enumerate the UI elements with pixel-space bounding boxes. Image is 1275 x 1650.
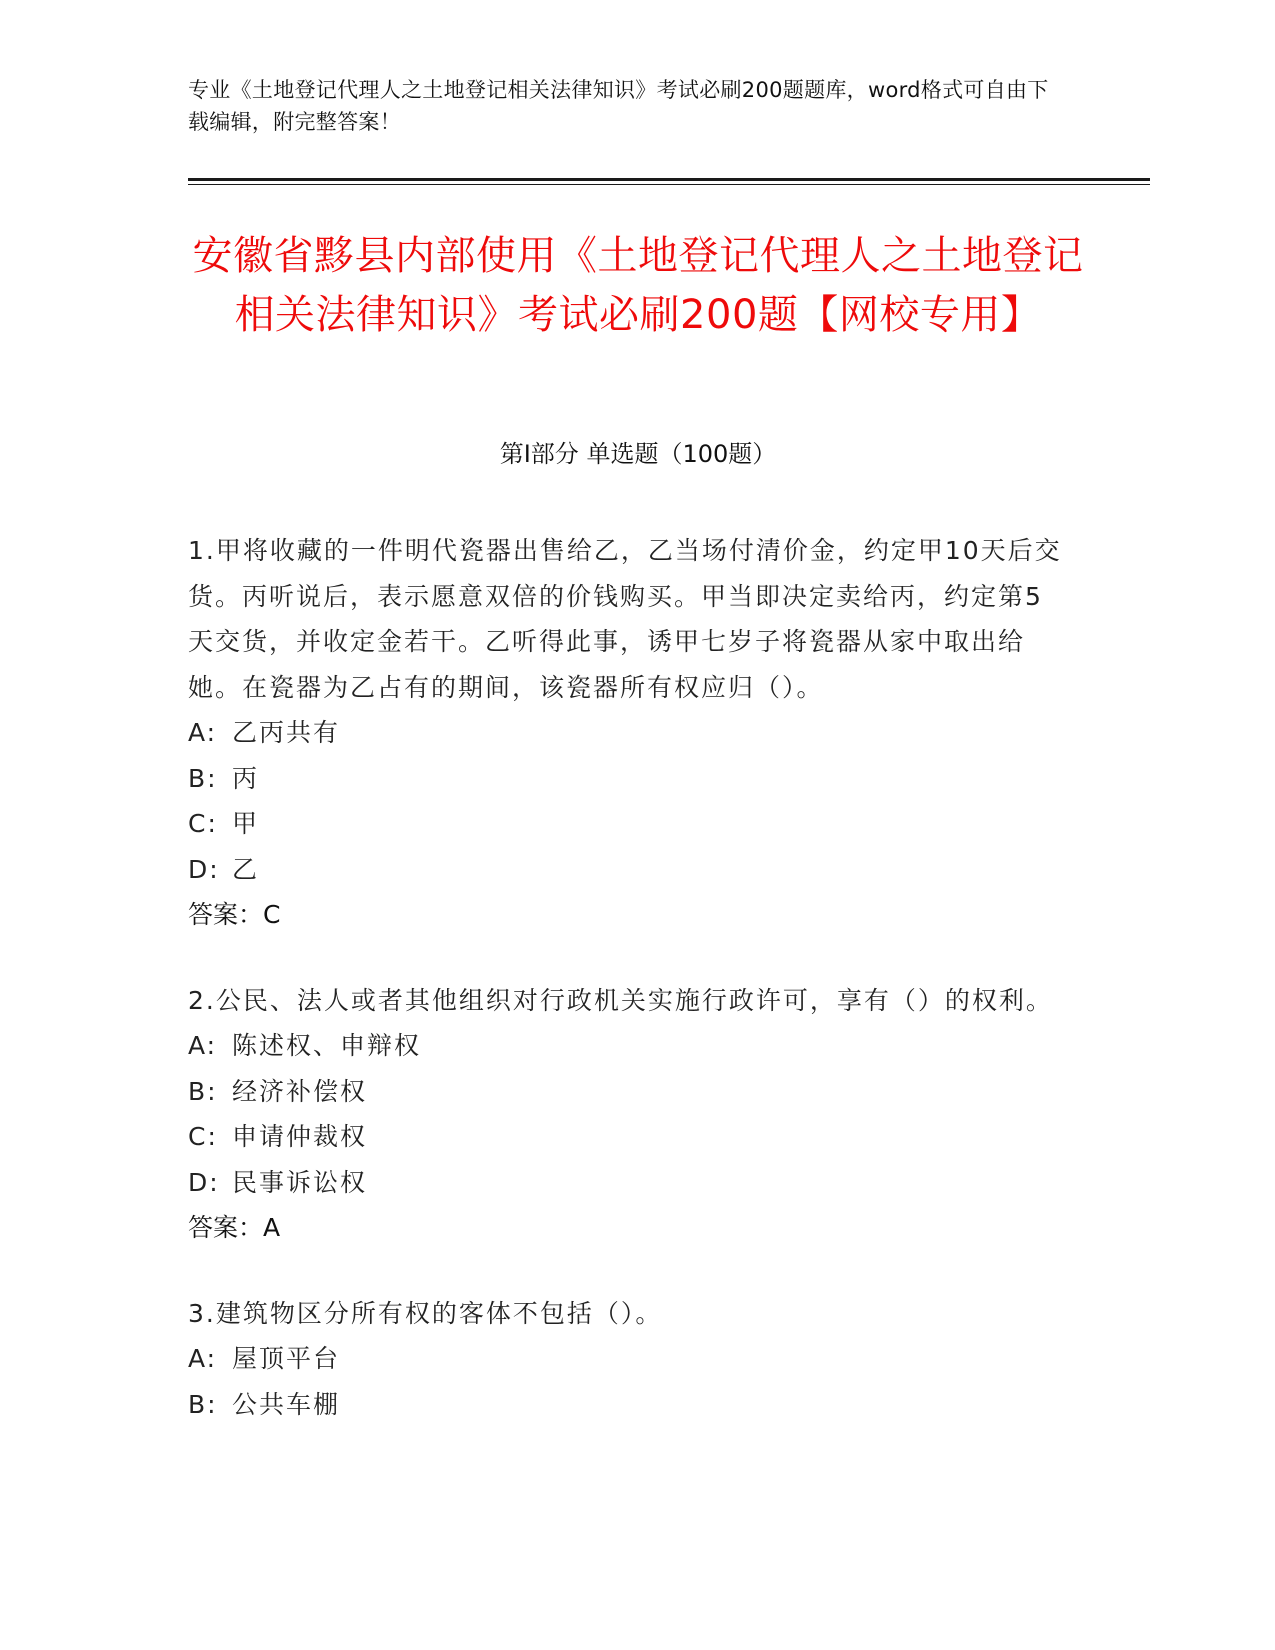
question-1 bbox=[188, 528, 1068, 938]
answer-line bbox=[188, 892, 1068, 938]
answer-value: A bbox=[263, 1213, 281, 1242]
option-letter: A: bbox=[188, 1344, 218, 1373]
option-letter: B: bbox=[188, 763, 218, 793]
option-text: 乙 bbox=[232, 854, 260, 884]
answer-label: 答案： bbox=[188, 900, 264, 929]
question-stem: 3.建筑物区分所有权的客体不包括（）。 bbox=[188, 1298, 663, 1328]
option-text: 陈述权、申辩权 bbox=[232, 1031, 422, 1060]
section-heading: 第Ⅰ部分 单选题（100题） bbox=[499, 440, 777, 468]
answer-line bbox=[188, 1205, 1068, 1251]
option-letter: A: bbox=[188, 1031, 218, 1060]
option-letter: B: bbox=[188, 1076, 218, 1106]
option-d bbox=[188, 847, 1068, 893]
option-text: 经济补偿权 bbox=[232, 1076, 368, 1106]
option-b bbox=[188, 756, 1068, 802]
option-b bbox=[188, 1069, 1068, 1115]
option-text: 丙 bbox=[232, 763, 260, 793]
question-stem: 1.甲将收藏的一件明代瓷器出售给乙，乙当场付清价金，约定甲10天后交货。丙听说后，表示愿意双倍的价钱购买。甲当即决定卖给丙，约定第5天交货，并收定金若干。乙听得此事，诱甲七岁子将瓷器从家中取出给她。在瓷器为乙占有的期间，该瓷器所有权应归（）。 bbox=[188, 536, 1062, 702]
option-letter: D: bbox=[188, 1167, 220, 1197]
option-letter: B: bbox=[188, 1389, 218, 1419]
option-b bbox=[188, 1382, 1068, 1428]
option-a bbox=[188, 710, 1068, 756]
question-3 bbox=[188, 1291, 1068, 1428]
option-text: 公共车棚 bbox=[232, 1389, 341, 1419]
option-letter: A: bbox=[188, 718, 218, 747]
question-list bbox=[188, 528, 1068, 1467]
option-text: 申请仲裁权 bbox=[232, 1122, 368, 1151]
document-title: 安徽省黟县内部使用《土地登记代理人之土地登记相关法律知识》考试必刷200题【网校专用】 bbox=[192, 233, 1084, 338]
option-text: 乙丙共有 bbox=[232, 718, 341, 747]
option-c bbox=[188, 1114, 1068, 1160]
question-stem: 2.公民、法人或者其他组织对行政机关实施行政许可，享有（）的权利。 bbox=[188, 985, 1053, 1015]
answer-value: C bbox=[263, 900, 281, 929]
option-c bbox=[188, 801, 1068, 847]
option-letter: D: bbox=[188, 854, 220, 884]
option-text: 屋顶平台 bbox=[232, 1344, 341, 1373]
option-d bbox=[188, 1160, 1068, 1206]
option-text: 甲 bbox=[232, 809, 260, 838]
answer-label: 答案： bbox=[188, 1213, 264, 1242]
option-text: 民事诉讼权 bbox=[232, 1167, 368, 1197]
option-a bbox=[188, 1023, 1068, 1069]
header-divider-thick bbox=[188, 178, 1150, 181]
option-a bbox=[188, 1336, 1068, 1382]
header-note: 专业《土地登记代理人之土地登记相关法律知识》考试必刷200题题库，word格式可自由下载编辑，附完整答案！ bbox=[188, 78, 1049, 134]
option-letter: C: bbox=[188, 809, 218, 838]
option-letter: C: bbox=[188, 1122, 218, 1151]
question-2 bbox=[188, 978, 1068, 1251]
header-divider-thin bbox=[188, 184, 1150, 185]
